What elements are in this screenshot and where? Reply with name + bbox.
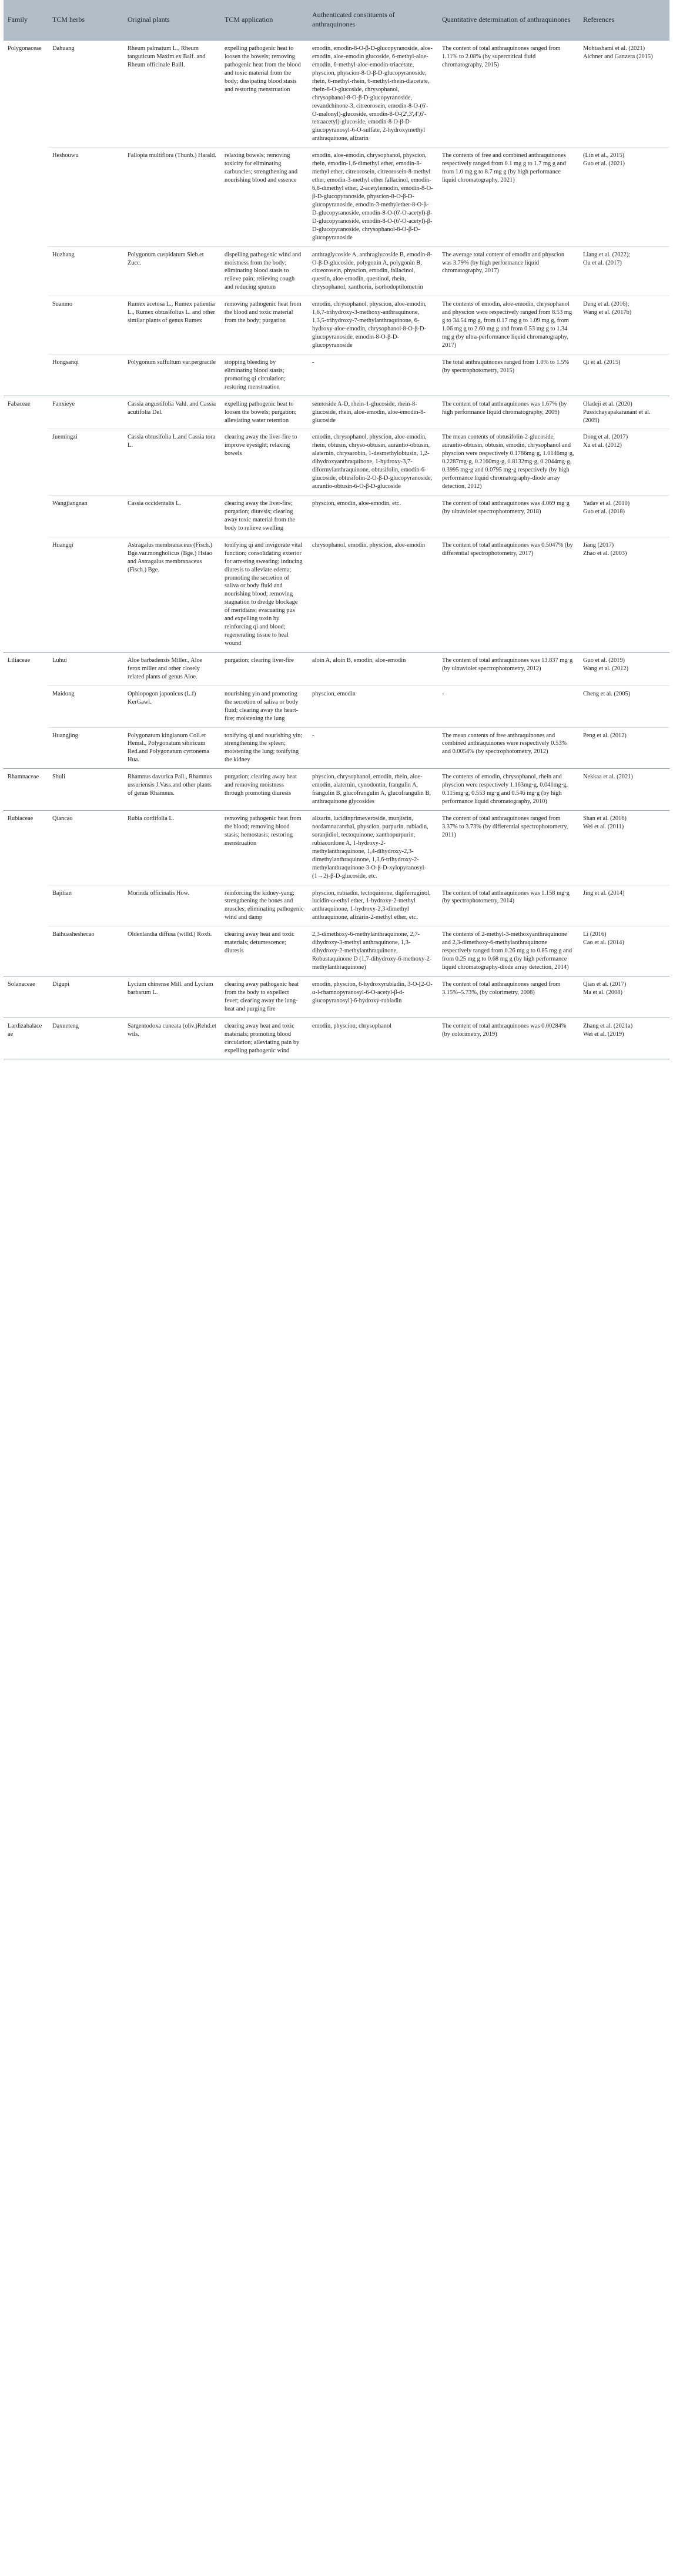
original-plants-cell: Cassia occidentalis L. [123, 496, 220, 537]
references-cell [579, 769, 669, 811]
reference-link[interactable]: Jing et al. (2014) [583, 889, 625, 896]
original-plants-cell: Astragalus membranaceus (Fisch.) Bge.var.mongholicus (Bge.) Hsiao and Astragalus membranaceus (Fisch.) Bge. [123, 537, 220, 652]
herb-cell: Dahuang [48, 41, 123, 148]
original-plants-cell: Rubia cordifolia L. [123, 811, 220, 885]
reference-link[interactable]: Guo et al. (2021) [583, 160, 625, 168]
original-plants-cell: Cassia angustifolia Vahl. and Cassia acutifolia Del. [123, 396, 220, 429]
family-cell: Rhamnaceae [4, 769, 48, 811]
tcm-application-cell: clearing away heat and toxic materials; detumescence; diuresis [220, 926, 308, 976]
table-row [4, 496, 669, 537]
reference-link[interactable]: Guo et al. (2019) [583, 657, 625, 664]
constituents-cell: emodin, physcion, 6-hydroxyrubiadin, 3-O-[2-O-α-l-rhamnopyranosyl-6-O-acetyl-β-d-glucopyranosyl]-6-hydroxy-rubiadin [308, 976, 438, 1018]
constituents-cell: emodin, emodin-8-O-β-D-glucopyranoside, aloe-emodin, aloe-emodin glucoside, 6-methyl-aloe-emodin, 6-methyl-aloe-emodin-triacetate, physcion, physcion-8-O-β-D-glucopyranoside, rhein, 6-methyl-rhein, 6-methyl-rhein-diacetate, rhein-8-O-glucoside, chrysophanol, chrysophanol-8-O-β-D-glucopyranoside, revandchinone-3, citreorosein, emodin-8-O-(6'-O-malonyl)-glucoside, emodin-8-O-(2',3',4',6'-tetraacetyl)-glucoside, emodin-8-O-β-D-glucopyranosyl-6-O-sulfate, 2-hydroxymethyl anthraquinone, alizarin [308, 41, 438, 148]
herb-cell: Wangjiangnan [48, 496, 123, 537]
family-cell: Polygonaceae [4, 41, 48, 396]
table-row [4, 885, 669, 926]
family-cell: Solanaceae [4, 976, 48, 1018]
table-row [4, 926, 669, 976]
reference-link[interactable]: Qian et al. (2017) [583, 981, 627, 988]
family-cell: Rubiaceae [4, 811, 48, 976]
reference-link[interactable]: Yadav et al. (2010) [583, 500, 630, 507]
table-row [4, 354, 669, 396]
constituents-cell: aloin A, aloin B, emodin, aloe-emodin [308, 652, 438, 685]
tcm-application-cell: removing pathogenic heat from the blood; removing blood stasis; hemostasis; restoring menstruation [220, 811, 308, 885]
original-plants-cell: Polygonum cuspidatum Sieb.et Zucc. [123, 246, 220, 296]
reference-link[interactable]: Li (2016) [583, 931, 607, 938]
quantitative-cell: The content of total anthraquinones ranged from 1.11% to 2.08% (by supercritical fluid chromatography, 2015) [438, 41, 579, 148]
herb-cell: Bajitian [48, 885, 123, 926]
reference-link[interactable]: Wang et al. (2017b) [583, 309, 632, 316]
family-cell: Fabaceae [4, 396, 48, 652]
header-tcm-application: TCM application [220, 0, 308, 41]
constituents-cell: 2,3-dimethoxy-6-methylanthraquinone, 2,7-dihydroxy-3-methyl anthraquinone, 1,3-dihydroxy-2-methylanthraquinone, Robustaquinone D (1,7-dihydroxy-6-methoxy-2-methylanthraquinone) [308, 926, 438, 976]
tcm-application-cell: clearing away the liver-fire; purgation; diuresis; clearing away toxic material from the body to relieve swelling [220, 496, 308, 537]
header-row [4, 0, 669, 41]
table-row [4, 396, 669, 429]
references-cell [579, 296, 669, 354]
tcm-application-cell: expelling pathogenic heat to loosen the bowels; removing pathogenic heat from the blood and toxic material from the body; dissipating blood stasis and restoring menstruation [220, 41, 308, 148]
tcm-application-cell: purgation; clearing liver-fire [220, 652, 308, 685]
original-plants-cell: Sargentodoxa cuneata (oliv.)Rehd.et wils. [123, 1018, 220, 1059]
table-row [4, 429, 669, 496]
tcm-application-cell: nourishing yin and promoting the secretion of saliva or body fluid; clearing away the heart-fire; moistening the lung [220, 685, 308, 727]
constituents-cell: emodin, aloe-emodin, chrysophanol, physcion, rhein, emodin-1,6-dimethyl ether, emodin-8-methyl ether, citreorosein, citreorosein-8-methyl ether, emodin-3-methyl ether fallacinol, emodin-6,8-dimethyl ether, 2-acetylemodin, emodin-8-O-β-D-glucopyranoside, physcion-8-O-β-D-glucopyranoside, emodin-3-methylether-8-O-β-D-glucopyranoside, emodin-8-O-(6'-O-acetyl)-β-D-glucopyranoside, emodin-8-O-(6'-O-acetyl)-β-D-glucopyranoside, chrysophanol-8-O-β-D-glucopyranoside [308, 148, 438, 246]
references-cell [579, 396, 669, 429]
header-constituents: Authenticated constituents of anthraquinones [308, 0, 438, 41]
constituents-cell: physcion, emodin, aloe-emodin, etc. [308, 496, 438, 537]
original-plants-cell: Ophiopogon japonicus (L.f) KerGawl. [123, 685, 220, 727]
reference-link[interactable]: Pussichayapakaranant et al. (2009) [583, 409, 651, 424]
reference-link[interactable]: Guo et al. (2018) [583, 508, 625, 515]
quantitative-cell: The contents of 2-methyl-3-methoxyanthraquinone and 2,3-dimethoxy-6-methylanthraquinone respectively ranged from 0.26 mg g to 0.85 mg g and from 0.25 mg g to 0.68 mg g (by high performance liquid chromatography-diode array detection, 2014) [438, 926, 579, 976]
reference-link[interactable]: Deng et al. (2016); [583, 301, 630, 308]
references-cell [579, 976, 669, 1018]
reference-link[interactable]: Qi et al. (2015) [583, 359, 621, 366]
herb-cell: Hongsanqi [48, 354, 123, 396]
header-references: References [579, 0, 669, 41]
reference-link[interactable]: Aichner and Ganzera (2015) [583, 53, 653, 60]
herb-cell: Heshouwu [48, 148, 123, 246]
references-cell [579, 354, 669, 396]
constituents-cell: physcion, emodin [308, 685, 438, 727]
herb-cell: Maidong [48, 685, 123, 727]
constituents-cell: physcion, rubiadin, tectoquinone, digiferruginol, lucidin-ω-ethyl ether, 1-hydroxy-2-methyl anthraquinone, 1-hydroxy-2,3-dimethyl anthraquinone, alizarin-2-methyl ether, etc. [308, 885, 438, 926]
constituents-cell: alizarin, lucidinprimeveroside, munjistin, nordamnacanthal, physcion, purpurin, rubiadin, soranjidiol, tectoquinone, xanthopurpurin, rubiacordone A, 1-hydroxy-2-methylanthraquinone, 1,4-dihydroxy-2,3-dimethylanthraquinone, 1,3,6-trihydroxy-2-methylanthraquinone-3-O-β-D-xylopyranosyl-(1→2)-β-D-glucoside, etc. [308, 811, 438, 885]
quantitative-cell: The content of total anthraquinones was 0.5047% (by differential spectrophotometry, 2017) [438, 537, 579, 652]
references-cell [579, 496, 669, 537]
tcm-application-cell: clearing away pathogenic heat from the body to expellect fever; clearing away the lung-heat and purging fire [220, 976, 308, 1018]
constituents-cell: physcion, chrysophanol, emodin, rhein, aloe-emodin, alaternin, cynodontin, frangulin A, frangulin B, glucofrangulin A, glucofrangulin B, anthraquinone glycosides [308, 769, 438, 811]
herb-cell: Baihuasheshecao [48, 926, 123, 976]
tcm-application-cell: clearing away heat and toxic materials; promoting blood circulation; alleviating pain by expelling pathogenic wind [220, 1018, 308, 1059]
reference-link[interactable]: Jiang (2017) [583, 541, 614, 548]
quantitative-cell: The total anthraquinones ranged from 1.0% to 1.5% (by spectrophotometry, 2015) [438, 354, 579, 396]
original-plants-cell: Fallopia multiflora (Thunb.) Harald. [123, 148, 220, 246]
constituents-cell: anthraglycoside A, anthraglycoside B, emodin-8-O-β-D-glucoside, polygonin A, polygonin B, citreorosein, physcion, emodin, fallacinol, questin, aloe-emodin, questinol, rhein, chrysophanol, xanthorin, isorhodoptilometrin [308, 246, 438, 296]
reference-link[interactable]: Wei et al. (2019) [583, 1031, 624, 1038]
table-row [4, 41, 669, 148]
herb-cell: Huangqi [48, 537, 123, 652]
references-cell [579, 926, 669, 976]
constituents-cell: - [308, 354, 438, 396]
reference-link[interactable]: Peng et al. (2012) [583, 732, 627, 739]
constituents-cell: emodin, chrysophanol, physcion, aloe-emodin, rhein, obtusin, chryso-obtusin, aurantio-obtusin, alaternin, chrysarobin, 1-desmethylobtusin, 1,2-dihydroxyanthraquinone, 1-hydroxy-3,7-diformylanthraquinone, obtusifolin, emodin-6-glucoside, obtusifolin-2-O-β-D-glucopyranoside, aurantio-obtusin-6-O-β-D-glucoside [308, 429, 438, 496]
herb-cell: Huangjing [48, 727, 123, 769]
reference-link[interactable]: Ma et al. (2008) [583, 989, 622, 996]
herb-cell: Shuli [48, 769, 123, 811]
tcm-application-cell: stopping bleeding by eliminating blood stasis; promoting qi circulation; restoring menstruation [220, 354, 308, 396]
constituents-cell: sennoside A-D, rhein-1-glucoside, rhein-8-glucoside, rhein, aloe-emodin, aloe-emodin-8-glucoside [308, 396, 438, 429]
references-cell [579, 537, 669, 652]
reference-link[interactable]: Zhang et al. (2021a) [583, 1022, 633, 1029]
tcm-application-cell: dispelling pathogenic wind and moistness from the body; eliminating blood stasis to relieve pain; relieving cough and reducing sputum [220, 246, 308, 296]
quantitative-cell: The content of total anthraquinones was 1.158 mg·g (by spectrophotometry, 2014) [438, 885, 579, 926]
original-plants-cell: Rhamnus davurica Pall., Rhamnus ussuriensis J.Vass.and other plants of genus Rhamnus. [123, 769, 220, 811]
reference-link[interactable]: Oladeji et al. (2020) [583, 400, 632, 407]
table-row [4, 727, 669, 769]
reference-link[interactable]: Cao et al. (2014) [583, 939, 624, 946]
table-row [4, 296, 669, 354]
herb-cell: Qiancao [48, 811, 123, 885]
reference-link[interactable]: Xu et al. (2012) [583, 442, 622, 449]
quantitative-cell: - [438, 685, 579, 727]
quantitative-cell: The contents of emodin, chrysophanol, rhein and physcion were respectively 1.163mg·g, 0.041mg·g, 0.115mg·g, 0.553 mg·g and 0.546 mg·g (by high performance liquid chromatography, 2010) [438, 769, 579, 811]
references-cell [579, 811, 669, 885]
quantitative-cell: The average total content of emodin and physcion was 3.79% (by high performance liquid chromatography, 2017) [438, 246, 579, 296]
herb-cell: Suanmo [48, 296, 123, 354]
quantitative-cell: The mean contents of obtusifolin-2-glucoside, aurantio-obtusin, obtusin, emodin, chrysophanol and physcion were respectively 0.1786mg·g, 1.0146mg·g, 0.2287mg·g, 0.2160mg·g, 0.8132mg·g, 0.2044mg·g, 0.3995 mg·g and 0.0795 mg·g respectively (by high performance liquid chromatography-diode array detection, 2012) [438, 429, 579, 496]
header-tcm-herbs: TCM herbs [48, 0, 123, 41]
table-row [4, 685, 669, 727]
reference-link[interactable]: Shan et al. (2016) [583, 815, 627, 822]
reference-link[interactable]: Liang et al. (2022); [583, 251, 631, 258]
quantitative-cell: The content of total anthraquinones ranged from 3.15%–5.73%, (by colorimetry, 2008) [438, 976, 579, 1018]
herb-cell: Daxueteng [48, 1018, 123, 1059]
original-plants-cell: Lycium chinense Mill. and Lycium barbarum L. [123, 976, 220, 1018]
original-plants-cell: Polygonatum kingianum Coll.et Hemsl., Polygonatum sibiricum Red.and Polygonatum cyrtonema Hua. [123, 727, 220, 769]
references-cell [579, 885, 669, 926]
reference-link[interactable]: Dong et al. (2017) [583, 434, 628, 441]
table-row [4, 148, 669, 246]
original-plants-cell: Polygonum suffultum var.pergracile [123, 354, 220, 396]
table-row [4, 537, 669, 652]
references-cell [579, 148, 669, 246]
quantitative-cell: The contents of free and combined anthraquinones respectively ranged from 0.1 mg g to 1.7 mg g and from 1.0 mg g to 8.7 mg g (by high performance liquid chromatography, 2021) [438, 148, 579, 246]
references-cell [579, 652, 669, 685]
reference-link[interactable]: Nekkaa et al. (2021) [583, 774, 633, 781]
table-row [4, 246, 669, 296]
original-plants-cell: Oldenlandia diffusa (willd.) Roxb. [123, 926, 220, 976]
quantitative-cell: The content of total anthraquinones was 1.67% (by high performance liquid chromatography, 2009) [438, 396, 579, 429]
table-row [4, 769, 669, 811]
tcm-application-cell: tonifying qi and nourishing yin; strengthening the spleen; moistening the lung; tonifying the kidney [220, 727, 308, 769]
herb-cell: Huzhang [48, 246, 123, 296]
original-plants-cell: Rumex acetosa L., Rumex patientia L., Rumex obtusifolius L. and other similar plants of genus Rumex [123, 296, 220, 354]
family-cell: Lardizabalaceae [4, 1018, 48, 1059]
tcm-application-cell: clearing away the liver-fire to improve eyesight; relaxing bowels [220, 429, 308, 496]
herb-cell: Luhui [48, 652, 123, 685]
tcm-application-cell: relaxing bowels; removing toxicity for eliminating carbuncles; strengthening and nourishing blood and essence [220, 148, 308, 246]
original-plants-cell: Cassia obtusifolia L.and Cassia tora L. [123, 429, 220, 496]
table-container [0, 0, 673, 1059]
header-family: Family [4, 0, 48, 41]
table-body [4, 41, 669, 1059]
reference-link[interactable]: Zhao et al. (2003) [583, 550, 627, 557]
family-cell: Liliaceae [4, 652, 48, 768]
quantitative-cell: The content of total anthraquinones was 0.00284% (by colorimetry, 2019) [438, 1018, 579, 1059]
quantitative-cell: The content of total anthraquinones was 4.069 mg·g (by ultraviolet spectrophotometry, 2018) [438, 496, 579, 537]
reference-link[interactable]: Wei et al. (2011) [583, 823, 624, 830]
references-cell [579, 429, 669, 496]
original-plants-cell: Aloe barbadensis Miller., Aloe ferox miller and other closely related plants of genus Aloe. [123, 652, 220, 685]
header-original-plants: Original plants [123, 0, 220, 41]
tcm-application-cell: removing pathogenic heat from the blood and toxic material from the body; purgation [220, 296, 308, 354]
original-plants-cell: Morinda officinalis How. [123, 885, 220, 926]
references-cell [579, 727, 669, 769]
table-row [4, 976, 669, 1018]
tcm-application-cell: expelling pathogenic heat to loosen the bowels; purgation; alleviating water retention [220, 396, 308, 429]
reference-link[interactable]: Mohtashami et al. (2021) [583, 45, 645, 52]
original-plants-cell: Rheum palmatum L., Rheum tanguticum Maxim.ex Balf. and Rheum officinale Baill. [123, 41, 220, 148]
references-cell [579, 41, 669, 148]
references-cell [579, 1018, 669, 1059]
quantitative-cell: The content of total anthraquinones was 13.837 mg·g (by ultraviolet spectrophotometry, 2012) [438, 652, 579, 685]
tcm-application-cell: tonifying qi and invigorate vital function; consolidating exterior for arresting sweating; inducing diuresis to alleviate edema; promoting the secretion of saliva or body fluid and nourishing blood; removing stagnation to dredge blockage of meridians; evacuating pus and expelling toxin by reinforcing qi and blood; regenerating tissue to heal wound [220, 537, 308, 652]
herb-cell: Digupi [48, 976, 123, 1018]
reference-link[interactable]: (Lin et al., 2015) [583, 152, 625, 159]
table-row [4, 652, 669, 685]
herb-cell: Juemingzi [48, 429, 123, 496]
quantitative-cell: The mean contents of free anthraquinones and combined anthraquinones were respectively 0.53% and 0.0054% (by spectrophotometry, 2012) [438, 727, 579, 769]
references-cell [579, 685, 669, 727]
constituents-cell: - [308, 727, 438, 769]
quantitative-cell: The contents of emodin, aloe-emodin, chrysophanol and physcion were respectively ranged from 8.53 mg g to 34.54 mg g, from 0.17 mg g to 1.09 mg g, from 1.06 mg g to 2.60 mg g and from 0.53 mg g to 1.34 mg g (by ultra-performance liquid chromatography, 2017) [438, 296, 579, 354]
header-quantitative: Quantitative determination of anthraquinones [438, 0, 579, 41]
table-row [4, 1018, 669, 1059]
herb-cell: Fanxieye [48, 396, 123, 429]
references-cell [579, 246, 669, 296]
tcm-application-cell: reinforcing the kidney-yang; strengthening the bones and muscles; eliminating pathogenic wind and damp [220, 885, 308, 926]
reference-link[interactable]: Cheng et al. (2005) [583, 690, 631, 697]
reference-link[interactable]: Wang et al. (2012) [583, 665, 629, 672]
tcm-application-cell: purgation; clearing away heat and removing moistness through promoting diuresis [220, 769, 308, 811]
constituents-cell: chrysophanol, emodin, physcion, aloe-emodin [308, 537, 438, 652]
anthraquinone-table [4, 0, 669, 1059]
quantitative-cell: The content of total anthraquinones ranged from 3.37% to 3.73% (by differential spectrophotometry, 2011) [438, 811, 579, 885]
table-row [4, 811, 669, 885]
constituents-cell: emodin, physcion, chrysophanol [308, 1018, 438, 1059]
reference-link[interactable]: Ou et al. (2017) [583, 259, 622, 266]
constituents-cell: emodin, chrysophanol, physcion, aloe-emodin, 1,6,7-trihydroxy-3-methoxy-anthraquinone, 1,3,5-trihydroxy-7-methylanthraquinone, 6-hydroxy-aloe-emodin, chrysophanol-8-O-β-D-glucopyranoside, emodin-8-O-β-D-glucopyranoside [308, 296, 438, 354]
